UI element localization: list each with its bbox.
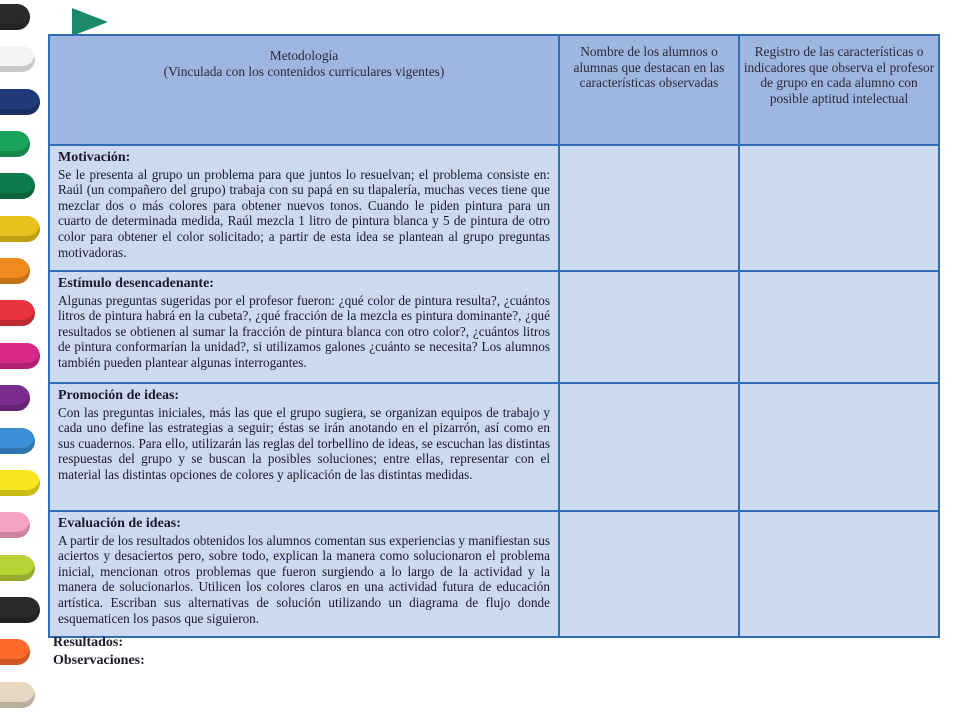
row-title: Evaluación de ideas:	[58, 516, 181, 531]
pencil-icon	[0, 512, 30, 538]
observation-table	[48, 34, 940, 638]
row-title: Estímulo desencadenante:	[58, 276, 214, 291]
page	[48, 34, 940, 678]
pencil-icon	[0, 216, 40, 242]
pencil-icon	[0, 300, 35, 326]
teacher-record-cell[interactable]	[739, 145, 939, 271]
row-text: Con las preguntas iniciales, más las que el grupo sugiera, se organizan equipos de trabajo y cada uno define las estrategias a seguir; éstas se irán anotando en el pizarrón, así como en sus cuadernos. Para ello, utilizarán las reglas del torbellino de ideas, se escuchan las distintas respuestas del grupo y se buscan la posibles soluciones; entre ellas, representar con el material las distintas opciones de colores y aplicación de las distintas medidas.	[58, 404, 550, 482]
pencil-decoration	[0, 0, 46, 720]
pencil-icon	[0, 46, 35, 72]
table-row	[49, 511, 939, 637]
row-text: Se le presenta al grupo un problema para que juntos lo resuelvan; el problema consiste en: Raúl (un compañero del grupo) trabaja con su papá en su tlapalería, muchas veces tiene que mezclar dos o más colores para obtener nuevos tonos. Cuando le piden pintura para un cuarto de determinada medida, Raúl mezcla 1 litro de pintura blanca y 5 de pintura de otro color para obtener el color solicitado; a partir de esta idea se plantean al grupo preguntas motivadoras.	[58, 166, 550, 260]
pencil-icon	[0, 4, 30, 30]
teacher-record-cell[interactable]	[739, 271, 939, 383]
teacher-record-cell[interactable]	[739, 383, 939, 511]
table-row	[49, 145, 939, 271]
student-names-cell[interactable]	[559, 271, 739, 383]
observations-label: Observaciones:	[53, 653, 145, 668]
methodology-cell	[49, 271, 559, 383]
methodology-cell	[49, 145, 559, 271]
row-text: A partir de los resultados obtenidos los alumnos comentan sus experiencias y manifiestan sus aciertos y desaciertos pero, sobre todo, explican la manera como solucionaron el problema inicial, mencionan otros problemas que fueron surgiendo a lo largo de la actividad y la manera de solucionarlos. Utilicen los colores claros en una actividad futura de educación artística. Escriban sus alternativas de solución utilizando un diagrama de flujo donde esquematicen los pasos que siguieron.	[58, 532, 550, 626]
results-label: Resultados:	[53, 635, 124, 650]
student-names-cell[interactable]	[559, 145, 739, 271]
pencil-icon	[0, 343, 40, 369]
header-student-names: Nombre de los alumnos o alumnas que destacan en las características observadas	[559, 35, 739, 145]
student-names-cell[interactable]	[559, 511, 739, 637]
pencil-icon	[0, 428, 35, 454]
pencil-icon	[0, 639, 30, 665]
pencil-icon	[0, 131, 30, 157]
student-names-cell[interactable]	[559, 383, 739, 511]
table-row	[49, 383, 939, 511]
pencil-icon	[0, 173, 35, 199]
header-teacher-record: Registro de las características o indicadores que observa el profesor de grupo en cada alumno con posible aptitud intelectual	[739, 35, 939, 145]
footer-labels	[53, 634, 145, 670]
pencil-icon	[0, 385, 30, 411]
methodology-cell	[49, 511, 559, 637]
header-methodology: Metodología (Vinculada con los contenidos curriculares vigentes)	[49, 35, 559, 145]
teacher-record-cell[interactable]	[739, 511, 939, 637]
pencil-icon	[0, 258, 30, 284]
pencil-icon	[0, 89, 40, 115]
row-text: Algunas preguntas sugeridas por el profesor fueron: ¿qué color de pintura resulta?, ¿cuántos litros de pintura habrá en la cubeta?, ¿qué fracción de la mezcla es pintura dominante?, ¿qué resultados se obtienen al sumar la fracción de pintura blanca con otro color?, ¿cuántos litros de pintura conformarían la unidad?, si utilizamos galones ¿cuánto se necesita? Los alumnos también pueden plantear algunas interrogantes.	[58, 292, 550, 370]
row-title: Promoción de ideas:	[58, 388, 180, 403]
pencil-icon	[0, 682, 35, 708]
methodology-cell	[49, 383, 559, 511]
row-title: Motivación:	[58, 150, 131, 165]
pencil-icon	[0, 555, 35, 581]
table-header-row	[49, 35, 939, 145]
pencil-tip-icon	[72, 8, 108, 36]
pencil-icon	[0, 597, 40, 623]
pencil-icon	[0, 470, 40, 496]
table-row	[49, 271, 939, 383]
